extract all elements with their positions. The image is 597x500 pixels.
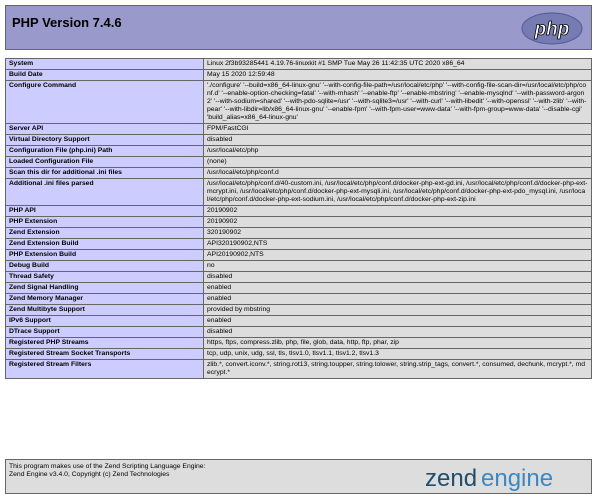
row-value: disabled: [204, 272, 592, 283]
row-value: 20190902: [204, 217, 592, 228]
table-row: [6, 168, 592, 179]
row-label: Virtual Directory Support: [6, 135, 204, 146]
row-label: System: [6, 59, 204, 70]
row-value: https, ftps, compress.zlib, php, file, glob, data, http, ftp, phar, zip: [204, 338, 592, 349]
row-label: IPv6 Support: [6, 316, 204, 327]
table-row: [6, 316, 592, 327]
table-row: [6, 135, 592, 146]
row-label: PHP Extension Build: [6, 250, 204, 261]
table-row: [6, 228, 592, 239]
table-row: [6, 206, 592, 217]
row-label: Debug Build: [6, 261, 204, 272]
row-value: no: [204, 261, 592, 272]
row-label: Zend Extension: [6, 228, 204, 239]
footer-text: [9, 463, 205, 479]
table-row: [6, 338, 592, 349]
table-row: [6, 157, 592, 168]
row-label: Configure Command: [6, 81, 204, 124]
row-label: Thread Safety: [6, 272, 204, 283]
info-table: [5, 58, 592, 379]
row-value: 20190902: [204, 206, 592, 217]
row-label: Zend Memory Manager: [6, 294, 204, 305]
row-value: API320190902,NTS: [204, 239, 592, 250]
php-logo-icon[interactable]: [521, 12, 583, 45]
footer-line-2: Zend Engine v3.4.0, Copyright (c) Zend Technologies: [9, 471, 170, 478]
row-label: PHP Extension: [6, 217, 204, 228]
row-label: Server API: [6, 124, 204, 135]
zend-engine-logo-icon[interactable]: [423, 464, 583, 492]
row-label: Zend Extension Build: [6, 239, 204, 250]
table-row: [6, 327, 592, 338]
table-row: [6, 261, 592, 272]
engine-logo-text: engine: [481, 465, 554, 492]
row-label: Loaded Configuration File: [6, 157, 204, 168]
row-value: disabled: [204, 327, 592, 338]
row-label: Zend Multibyte Support: [6, 305, 204, 316]
table-row: [6, 239, 592, 250]
row-value: './configure' '--build=x86_64-linux-gnu' '--with-config-file-path=/usr/local/etc/php' '--with-config-file-scan-dir=/usr/local/etc/php/conf.d' '--enable-option-checking=fatal' '--with-mhash' '--enable-ftp' '--enable-mbstring' '--enable-mysqlnd' '--with-password-argon2' '--with-sodium=shared' '--with-pdo-sqlite=/usr' '--with-sqlite3=/usr' '--with-curl' '--with-libedit' '--with-openssl' '--with-zlib' '--with-pear' '--with-libdir=lib/x86_64-linux-gnu' '--enable-fpm' '--with-fpm-user=www-data' '--with-fpm-group=www-data' '--disable-cgi' 'build_alias=x86_64-linux-gnu': [204, 81, 592, 124]
row-value: provided by mbstring: [204, 305, 592, 316]
row-value: /usr/local/etc/php/conf.d: [204, 168, 592, 179]
row-label: DTrace Support: [6, 327, 204, 338]
php-logo-text: php: [534, 19, 570, 40]
row-value: tcp, udp, unix, udg, ssl, tls, tlsv1.0, tlsv1.1, tlsv1.2, tlsv1.3: [204, 349, 592, 360]
row-value: FPM/FastCGI: [204, 124, 592, 135]
row-value: Linux 2f3b93285441 4.19.76-linuxkit #1 SMP Tue May 26 11:42:35 UTC 2020 x86_64: [204, 59, 592, 70]
table-row: [6, 305, 592, 316]
row-label: Scan this dir for additional .ini files: [6, 168, 204, 179]
row-value: enabled: [204, 316, 592, 327]
table-row: [6, 250, 592, 261]
row-label: Registered Stream Socket Transports: [6, 349, 204, 360]
row-value: 320190902: [204, 228, 592, 239]
row-label: Build Date: [6, 70, 204, 81]
table-row: [6, 179, 592, 206]
row-value: (none): [204, 157, 592, 168]
table-row: [6, 349, 592, 360]
row-label: Zend Signal Handling: [6, 283, 204, 294]
zend-logo-text: zend: [425, 465, 478, 492]
row-value: API20190902,NTS: [204, 250, 592, 261]
table-row: [6, 59, 592, 70]
row-label: Configuration File (php.ini) Path: [6, 146, 204, 157]
page-title: PHP Version 7.4.6: [12, 15, 122, 30]
table-row: [6, 272, 592, 283]
table-row: [6, 124, 592, 135]
row-value: enabled: [204, 283, 592, 294]
row-label: Registered PHP Streams: [6, 338, 204, 349]
table-row: [6, 146, 592, 157]
table-row: [6, 294, 592, 305]
row-value: enabled: [204, 294, 592, 305]
row-label: PHP API: [6, 206, 204, 217]
table-row: [6, 360, 592, 379]
row-value: zlib.*, convert.iconv.*, string.rot13, string.toupper, string.tolower, string.strip_tags, convert.*, consumed, dechunk, mcrypt.*, mdecrypt.*: [204, 360, 592, 379]
php-version-header: [5, 5, 592, 50]
row-value: /usr/local/etc/php/conf.d/40-custom.ini, /usr/local/etc/php/conf.d/docker-php-ext-gd.ini, /usr/local/etc/php/conf.d/docker-php-ext-mcrypt.ini, /usr/local/etc/php/conf.d/docker-php-ext-mysqli.ini, /usr/local/etc/php/conf.d/docker-php-ext-pdo_mysql.ini, /usr/local/etc/php/conf.d/docker-php-ext-sodium.ini, /usr/local/etc/php/conf.d/docker-php-ext-zip.ini: [204, 179, 592, 206]
footer: [5, 459, 592, 494]
table-row: [6, 217, 592, 228]
table-row: [6, 81, 592, 124]
row-value: May 15 2020 12:59:48: [204, 70, 592, 81]
table-row: [6, 283, 592, 294]
row-label: Registered Stream Filters: [6, 360, 204, 379]
footer-line-1: This program makes use of the Zend Scripting Language Engine:: [9, 463, 206, 470]
row-value: disabled: [204, 135, 592, 146]
row-value: /usr/local/etc/php: [204, 146, 592, 157]
table-row: [6, 70, 592, 81]
row-label: Additional .ini files parsed: [6, 179, 204, 206]
